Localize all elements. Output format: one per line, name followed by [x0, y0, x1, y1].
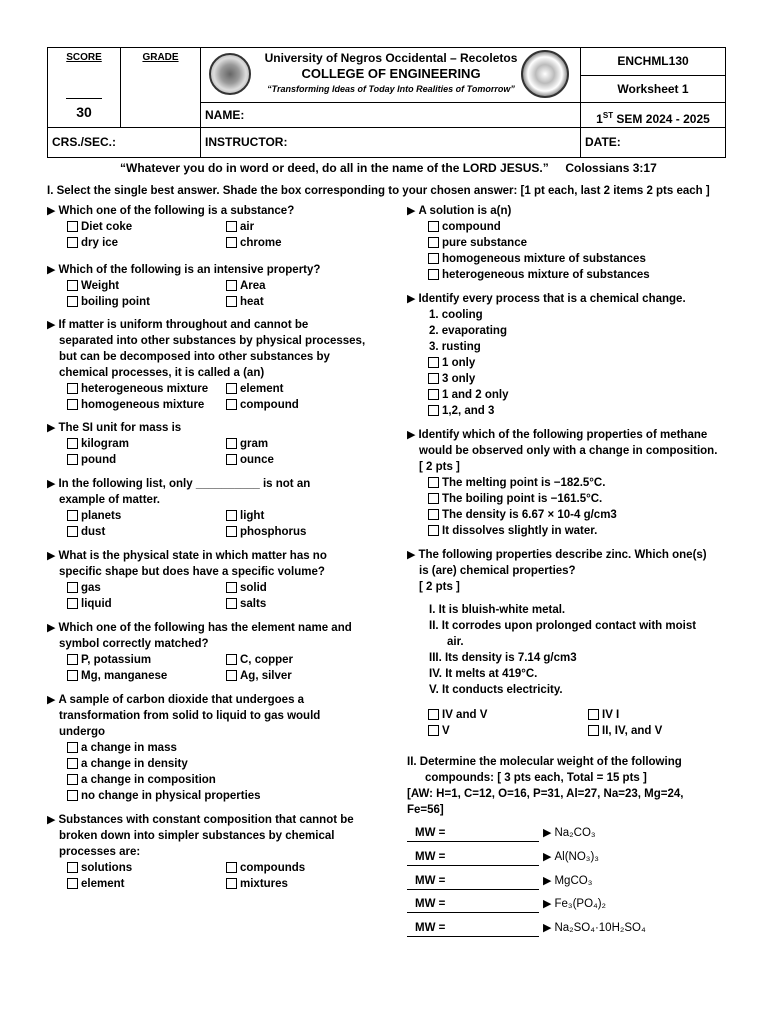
course-code: ENCHML130 [617, 54, 689, 68]
option-label: compound [442, 221, 501, 233]
checkbox[interactable] [226, 438, 237, 449]
compound-formula: Fe₃(PO₄)₂ [554, 898, 607, 910]
question-text: broken down into simpler substances by chemical [59, 830, 335, 842]
checkbox[interactable] [67, 296, 78, 307]
answer-option[interactable] [67, 397, 204, 413]
checkbox[interactable] [67, 383, 78, 394]
zinc-property: II. It corrodes upon prolonged contact with moist [429, 620, 697, 632]
checkbox[interactable] [67, 280, 78, 291]
answer-option[interactable] [67, 740, 177, 756]
option-label: IV I [602, 709, 620, 721]
question-text: A solution is a(n) [418, 205, 512, 217]
zinc-property: I. It is bluish-white metal. [429, 604, 566, 616]
answer-option[interactable] [67, 294, 150, 310]
zinc-property: air. [447, 636, 464, 648]
checkbox[interactable] [428, 237, 439, 248]
option-label: solutions [81, 862, 133, 874]
checkbox[interactable] [226, 510, 237, 521]
checkbox[interactable] [67, 774, 78, 785]
semester-cell [581, 103, 725, 128]
option-label: heterogeneous mixture of substances [442, 269, 650, 281]
zinc-property: V. It conducts electricity. [429, 684, 563, 696]
part2-title: II. Determine the molecular weight of the following [407, 756, 682, 768]
mw-answer-row [407, 825, 596, 842]
option-label: liquid [81, 598, 112, 610]
checkbox[interactable] [226, 670, 237, 681]
mw-input-blank[interactable] [407, 896, 539, 913]
option-label: element [81, 878, 125, 890]
question-line [59, 724, 105, 740]
option-label: a change in mass [81, 742, 177, 754]
checkbox[interactable] [67, 670, 78, 681]
question-text: The following properties describe zinc. Which one(s) [418, 549, 707, 561]
option-label: It dissolves slightly in water. [442, 525, 598, 537]
question-text: Which one of the following has the element name and [58, 622, 352, 634]
mw-answer-row [407, 849, 599, 866]
question-text: transformation from solid to liquid to gas would [59, 710, 321, 722]
checkbox[interactable] [226, 221, 237, 232]
answer-option[interactable] [67, 580, 101, 596]
question-text: chemical processes, it is called a (an) [59, 367, 265, 379]
question-text: specific shape but does have a specific volume? [59, 566, 325, 578]
question-text: Which one of the following is a substance? [58, 205, 295, 217]
option-label: air [240, 221, 255, 233]
crs-sec-label: CRS./SEC.: [52, 135, 117, 149]
checkbox[interactable] [67, 399, 78, 410]
option-label: dry ice [81, 237, 119, 249]
triangle-bullet-icon: ▶ [543, 851, 552, 863]
answer-option[interactable] [226, 452, 274, 468]
question-line [47, 203, 294, 219]
option-label: 1 and 2 only [442, 389, 509, 401]
option-label: Area [240, 280, 266, 292]
course-code-cell [581, 48, 725, 76]
question-line [419, 459, 460, 475]
answer-option[interactable] [67, 668, 167, 684]
option-label: gas [81, 582, 101, 594]
instructor-label: INSTRUCTOR: [205, 135, 288, 149]
answer-option[interactable] [428, 475, 605, 491]
question-text: [ 2 pts ] [419, 461, 460, 473]
question-line [47, 812, 354, 828]
option-label: pure substance [442, 237, 527, 249]
option-label: compounds [240, 862, 306, 874]
process-item: 1. cooling [429, 309, 483, 321]
triangle-bullet-icon: ▶ [407, 429, 416, 441]
score-value: 30 [76, 104, 92, 120]
checkbox[interactable] [428, 525, 439, 536]
option-label: II, IV, and V [602, 725, 663, 737]
checkbox[interactable] [67, 454, 78, 465]
checkbox[interactable] [226, 582, 237, 593]
checkbox[interactable] [428, 269, 439, 280]
semester-label: 1ST SEM 2024 - 2025 [596, 111, 710, 126]
question-text: Substances with constant composition that cannot be [58, 814, 354, 826]
process-item: 3. rusting [429, 341, 481, 353]
triangle-bullet-icon: ▶ [47, 319, 56, 331]
triangle-bullet-icon: ▶ [543, 922, 552, 934]
question-text: processes are: [59, 846, 141, 858]
option-label: 3 only [442, 373, 476, 385]
checkbox[interactable] [67, 878, 78, 889]
checkbox[interactable] [428, 221, 439, 232]
question-line [407, 291, 686, 307]
mw-input-blank[interactable] [407, 873, 539, 890]
grade-label: GRADE [142, 52, 179, 63]
header-table [47, 47, 726, 158]
mw-label: MW = [415, 827, 446, 839]
answer-option[interactable] [67, 756, 188, 772]
university-name: University of Negros Occidental – Recoletos [264, 51, 518, 65]
option-label: pound [81, 454, 117, 466]
question-line [59, 844, 140, 860]
answer-option[interactable] [428, 371, 475, 387]
question-text: Which of the following is an intensive property? [58, 264, 321, 276]
option-label: heterogeneous mixture [81, 383, 209, 395]
checkbox[interactable] [428, 405, 439, 416]
compound-formula: Na₂SO₄·10H₂SO₄ [554, 922, 646, 934]
question-line [407, 427, 707, 443]
option-label: P, potassium [81, 654, 152, 666]
question-text: If matter is uniform throughout and cannot be [58, 319, 309, 331]
answer-option[interactable] [67, 860, 132, 876]
part2-title: compounds: [ 3 pts each, Total = 15 pts ] [425, 772, 647, 784]
checkbox[interactable] [67, 758, 78, 769]
answer-option[interactable] [67, 436, 129, 452]
answer-option[interactable] [226, 652, 293, 668]
answer-option[interactable] [428, 507, 617, 523]
triangle-bullet-icon: ▶ [407, 293, 416, 305]
college-motto: “Transforming Ideas of Today Into Realities of Tomorrow” [267, 84, 515, 94]
question-text: example of matter. [59, 494, 160, 506]
answer-option[interactable] [226, 381, 283, 397]
mw-label: MW = [415, 922, 446, 934]
option-label: mixtures [240, 878, 288, 890]
checkbox[interactable] [428, 373, 439, 384]
checkbox[interactable] [226, 237, 237, 248]
checkbox[interactable] [226, 296, 237, 307]
checkbox[interactable] [226, 383, 237, 394]
question-text: Identify every process that is a chemical change. [418, 293, 686, 305]
answer-option[interactable] [226, 278, 266, 294]
checkbox[interactable] [226, 280, 237, 291]
checkbox[interactable] [226, 399, 237, 410]
triangle-bullet-icon: ▶ [47, 205, 56, 217]
answer-option[interactable] [67, 508, 121, 524]
checkbox[interactable] [67, 790, 78, 801]
question-text: is (are) chemical properties? [419, 565, 576, 577]
answer-option[interactable] [67, 788, 261, 804]
triangle-bullet-icon: ▶ [47, 550, 56, 562]
question-text: [ 2 pts ] [419, 581, 460, 593]
answer-option[interactable] [67, 452, 116, 468]
answer-option[interactable] [67, 235, 118, 251]
triangle-bullet-icon: ▶ [407, 549, 416, 561]
checkbox[interactable] [226, 598, 237, 609]
answer-option[interactable] [226, 436, 268, 452]
answer-option[interactable] [67, 652, 151, 668]
option-label: a change in composition [81, 774, 216, 786]
mw-input-blank[interactable] [407, 849, 539, 866]
answer-option[interactable] [226, 580, 267, 596]
option-label: Mg, manganese [81, 670, 168, 682]
worksheet-label: Worksheet 1 [617, 82, 689, 96]
question-line [419, 579, 460, 595]
triangle-bullet-icon: ▶ [47, 422, 56, 434]
answer-option[interactable] [428, 219, 501, 235]
option-label: 1,2, and 3 [442, 405, 495, 417]
checkbox[interactable] [226, 526, 237, 537]
checkbox[interactable] [67, 526, 78, 537]
question-text: In the following list, only __________ is not an [58, 478, 311, 490]
option-label: The density is 6.67 × 10-4 g/cm3 [442, 509, 617, 521]
option-label: The melting point is −182.5°C. [442, 477, 606, 489]
checkbox[interactable] [226, 878, 237, 889]
crs-sec-cell[interactable] [48, 128, 201, 157]
question-line [59, 564, 325, 580]
college-name: COLLEGE OF ENGINEERING [301, 66, 481, 81]
engineering-seal-icon [521, 50, 569, 98]
answer-option[interactable] [67, 381, 208, 397]
answer-option[interactable] [226, 596, 266, 612]
question-text: undergo [59, 726, 105, 738]
grade-cell [121, 48, 201, 128]
question-text: A sample of carbon dioxide that undergoes a [58, 694, 305, 706]
answer-option[interactable] [428, 235, 527, 251]
checkbox[interactable] [67, 438, 78, 449]
mw-input-blank[interactable] [407, 825, 539, 842]
answer-option[interactable] [588, 723, 662, 739]
triangle-bullet-icon: ▶ [543, 827, 552, 839]
checkbox[interactable] [226, 454, 237, 465]
answer-option[interactable] [67, 596, 112, 612]
question-line [59, 492, 160, 508]
option-label: IV and V [442, 709, 488, 721]
mw-label: MW = [415, 898, 446, 910]
triangle-bullet-icon: ▶ [47, 694, 56, 706]
answer-option[interactable] [428, 707, 487, 723]
question-line [47, 476, 310, 492]
option-label: salts [240, 598, 267, 610]
checkbox[interactable] [428, 493, 439, 504]
option-label: a change in density [81, 758, 188, 770]
answer-option[interactable] [428, 723, 450, 739]
question-text: The SI unit for mass is [58, 422, 182, 434]
answer-option[interactable] [226, 235, 282, 251]
answer-option[interactable] [588, 707, 619, 723]
option-label: element [240, 383, 284, 395]
question-text: would be observed only with a change in composition. [419, 445, 718, 457]
question-text: What is the physical state in which matter has no [58, 550, 327, 562]
question-line [59, 708, 320, 724]
question-text: Identify which of the following properties of methane [418, 429, 708, 441]
answer-option[interactable] [428, 403, 494, 419]
answer-option[interactable] [226, 524, 306, 540]
answer-option[interactable] [67, 278, 119, 294]
zinc-property: III. Its density is 7.14 g/cm3 [429, 652, 577, 664]
answer-option[interactable] [428, 491, 602, 507]
part1-instruction: I. Select the single best answer. Shade the box corresponding to your chosen answer: [1 pt each, last 2 items 2 pts each ] [47, 185, 710, 197]
option-label: boiling point [81, 296, 150, 308]
question-line [419, 443, 717, 459]
question-line [47, 317, 308, 333]
checkbox[interactable] [67, 654, 78, 665]
option-label: 1 only [442, 357, 476, 369]
answer-option[interactable] [226, 294, 264, 310]
answer-option[interactable] [226, 876, 288, 892]
checkbox[interactable] [428, 389, 439, 400]
checkbox[interactable] [588, 709, 599, 720]
question-line [59, 636, 209, 652]
checkbox[interactable] [67, 221, 78, 232]
option-label: dust [81, 526, 106, 538]
option-label: homogeneous mixture [81, 399, 205, 411]
triangle-bullet-icon: ▶ [47, 814, 56, 826]
mw-answer-row [407, 896, 606, 913]
checkbox[interactable] [67, 742, 78, 753]
question-line [47, 262, 320, 278]
option-label: chrome [240, 237, 282, 249]
worksheet-cell [581, 76, 725, 103]
checkbox[interactable] [67, 598, 78, 609]
question-line [47, 692, 304, 708]
mw-answer-row [407, 873, 592, 890]
answer-option[interactable] [428, 267, 650, 283]
checkbox[interactable] [226, 654, 237, 665]
triangle-bullet-icon: ▶ [543, 898, 552, 910]
date-cell[interactable] [581, 128, 725, 157]
answer-option[interactable] [67, 524, 105, 540]
zinc-property: IV. It melts at 419°C. [429, 668, 538, 680]
triangle-bullet-icon: ▶ [47, 478, 56, 490]
option-label: V [442, 725, 450, 737]
checkbox[interactable] [67, 862, 78, 873]
option-label: solid [240, 582, 267, 594]
question-line [59, 349, 330, 365]
question-line [47, 620, 352, 636]
answer-option[interactable] [226, 668, 292, 684]
question-line [59, 365, 264, 381]
answer-option[interactable] [67, 219, 132, 235]
option-label: planets [81, 510, 122, 522]
option-label: gram [240, 438, 269, 450]
option-label: Ag, silver [240, 670, 292, 682]
option-label: Diet coke [81, 221, 133, 233]
question-line [47, 548, 327, 564]
checkbox[interactable] [428, 725, 439, 736]
option-label: no change in physical properties [81, 790, 261, 802]
bible-quote: “Whatever you do in word or deed, do all in the name of the LORD JESUS.” Colossians 3:17 [120, 161, 657, 175]
mw-label: MW = [415, 875, 446, 887]
score-cell [48, 48, 121, 128]
option-label: Weight [81, 280, 120, 292]
option-label: compound [240, 399, 299, 411]
score-label: SCORE [66, 52, 102, 63]
question-line [47, 420, 181, 436]
option-label: kilogram [81, 438, 129, 450]
triangle-bullet-icon: ▶ [47, 622, 56, 634]
question-text: separated into other substances by physical processes, [59, 335, 366, 347]
option-label: homogeneous mixture of substances [442, 253, 646, 265]
question-line [407, 547, 707, 563]
checkbox[interactable] [428, 253, 439, 264]
option-label: C, copper [240, 654, 294, 666]
compound-formula: Al(NO₃)₃ [554, 851, 599, 863]
question-line [59, 828, 334, 844]
answer-option[interactable] [67, 876, 124, 892]
question-line [419, 563, 576, 579]
atomic-weights: [AW: H=1, C=12, O=16, P=31, Al=27, Na=23, Mg=24, [407, 788, 684, 800]
answer-option[interactable] [226, 219, 254, 235]
answer-option[interactable] [226, 508, 264, 524]
question-line [59, 333, 365, 349]
answer-option[interactable] [428, 355, 475, 371]
triangle-bullet-icon: ▶ [47, 264, 56, 276]
option-label: light [240, 510, 265, 522]
checkbox[interactable] [67, 237, 78, 248]
mw-input-blank[interactable] [407, 920, 539, 937]
checkbox[interactable] [67, 510, 78, 521]
compound-formula: Na₂CO₃ [554, 827, 596, 839]
answer-option[interactable] [226, 397, 299, 413]
question-line [407, 203, 511, 219]
name-cell[interactable] [201, 103, 581, 128]
question-text: but can be decomposed into other substances by [59, 351, 330, 363]
name-label: NAME: [205, 108, 245, 122]
compound-formula: MgCO₃ [554, 875, 593, 887]
checkbox[interactable] [67, 582, 78, 593]
checkbox[interactable] [588, 725, 599, 736]
mw-answer-row [407, 920, 646, 937]
date-label: DATE: [585, 135, 621, 149]
checkbox[interactable] [428, 357, 439, 368]
answer-option[interactable] [226, 860, 305, 876]
checkbox[interactable] [226, 862, 237, 873]
option-label: The boiling point is −161.5°C. [442, 493, 603, 505]
option-label: ounce [240, 454, 274, 466]
checkbox[interactable] [428, 709, 439, 720]
mw-label: MW = [415, 851, 446, 863]
question-text: symbol correctly matched? [59, 638, 209, 650]
option-label: phosphorus [240, 526, 307, 538]
university-cell [201, 48, 581, 103]
triangle-bullet-icon: ▶ [407, 205, 416, 217]
option-label: heat [240, 296, 264, 308]
process-item: 2. evaporating [429, 325, 507, 337]
answer-option[interactable] [428, 523, 597, 539]
triangle-bullet-icon: ▶ [543, 875, 552, 887]
answer-option[interactable] [67, 772, 216, 788]
answer-option[interactable] [428, 251, 646, 267]
answer-option[interactable] [428, 387, 508, 403]
atomic-weights: Fe=56] [407, 804, 444, 816]
checkbox[interactable] [428, 477, 439, 488]
checkbox[interactable] [428, 509, 439, 520]
instructor-cell[interactable] [201, 128, 581, 157]
